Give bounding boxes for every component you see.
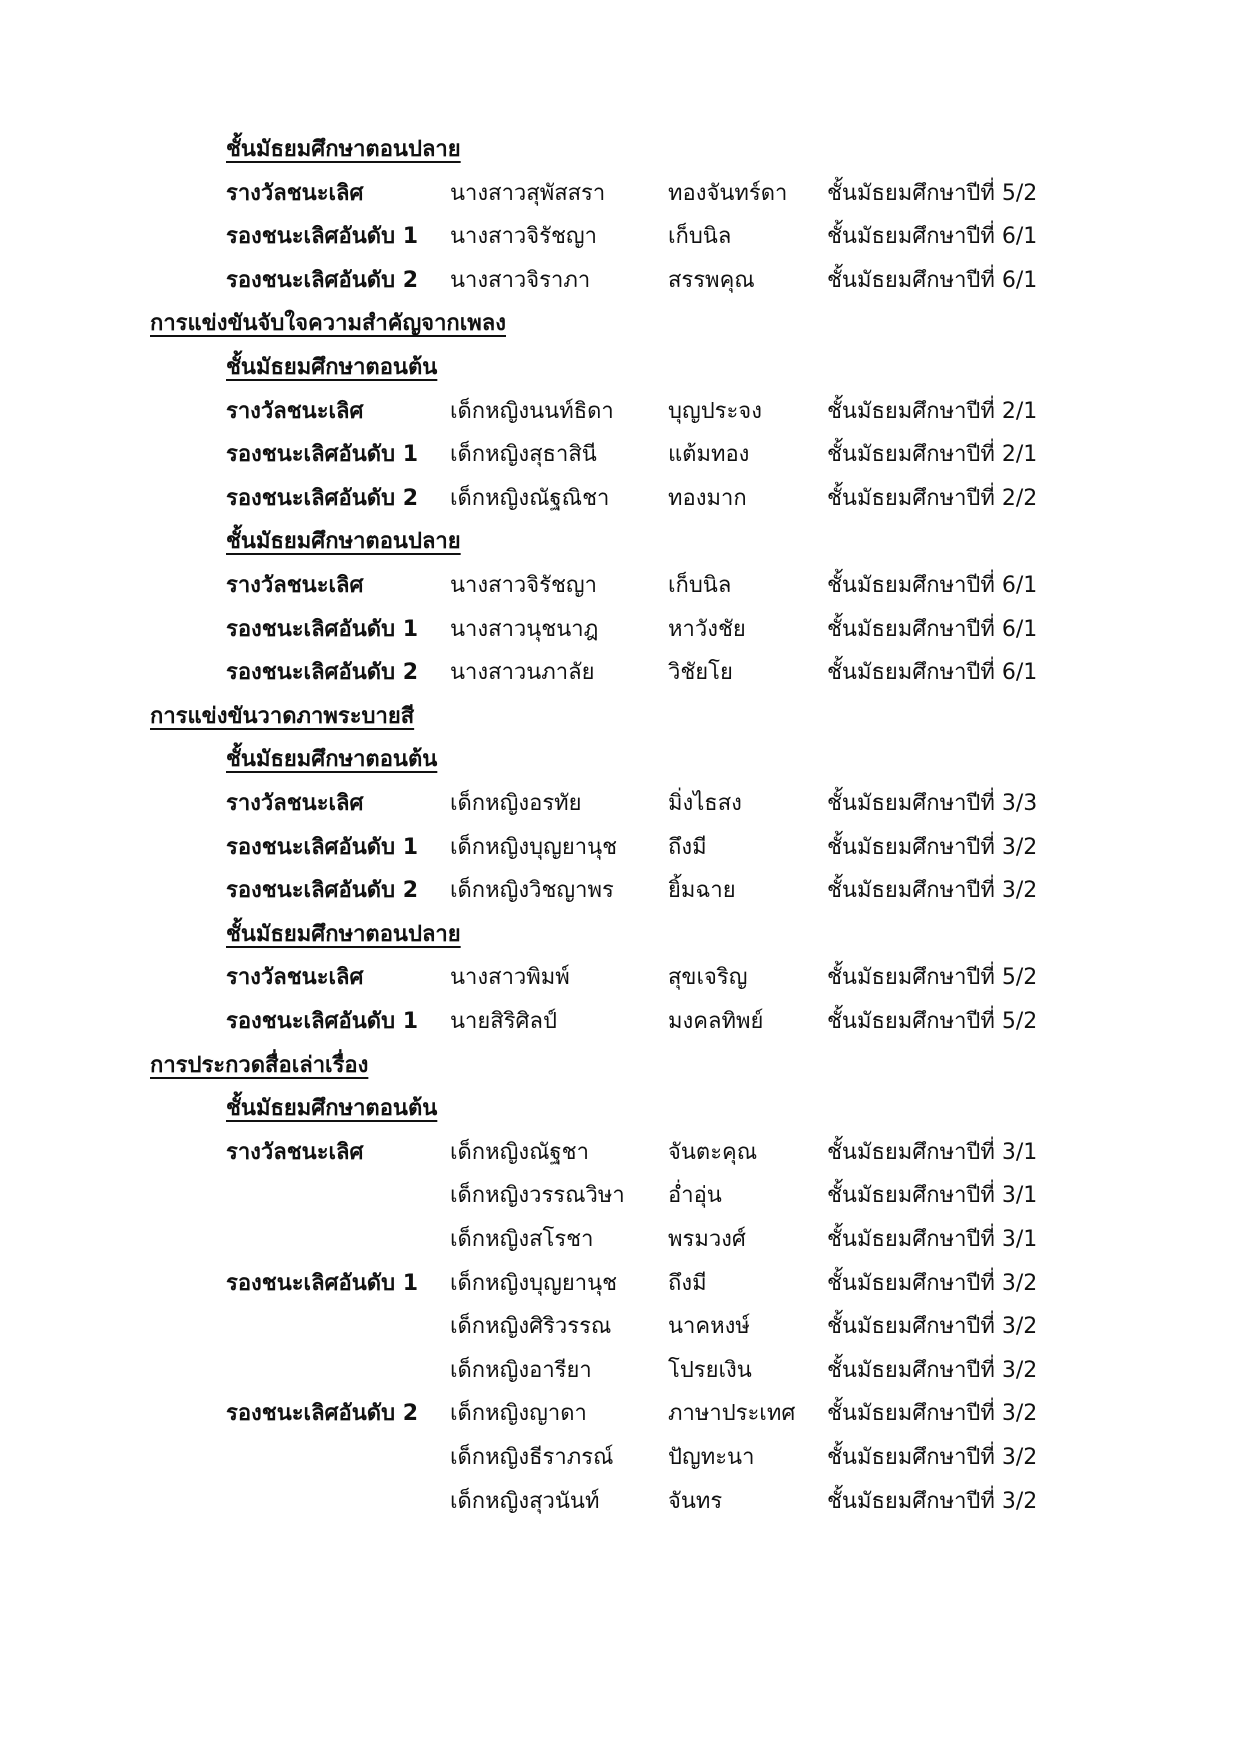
first-name: นางสาวจิราภา [450,267,591,293]
winner-row [0,1174,1240,1218]
first-name: เด็กหญิงบุญยานุช [450,1270,618,1296]
surname: จันทร [668,1488,723,1514]
award-label: รางวัลชนะเลิศ [226,791,364,816]
winner-row [0,564,1240,608]
grade-level: ชั้นมัธยมศึกษาปีที่ 3/2 [827,878,1038,904]
surname: ยิ้มฉาย [668,878,736,904]
first-name: เด็กหญิงวิชญาพร [450,878,614,904]
first-name: เด็กหญิงบุญยานุช [450,834,618,860]
grade-level: ชั้นมัธยมศึกษาปีที่ 2/1 [827,442,1038,468]
winner-row [0,1218,1240,1262]
first-name: เด็กหญิงสุธาสินี [450,442,597,468]
level-heading-line [0,738,1240,782]
winner-row [0,956,1240,1000]
winner-row [0,172,1240,216]
winner-row [0,1305,1240,1349]
winner-row [0,826,1240,870]
surname: เก็บนิล [668,224,732,250]
first-name: นางสาวจิรัชญา [450,224,598,250]
winner-row [0,390,1240,434]
surname: ปัญทะนา [668,1445,755,1470]
level-heading-line [0,913,1240,957]
grade-level: ชั้นมัธยมศึกษาปีที่ 2/1 [827,398,1038,424]
grade-level: ชั้นมัธยมศึกษาปีที่ 3/2 [827,1314,1038,1340]
award-label: รองชนะเลิศอันดับ 2 [226,485,418,511]
first-name: นายสิริศิลป์ [450,1009,557,1034]
grade-level: ชั้นมัธยมศึกษาปีที่ 3/2 [827,1357,1038,1383]
surname: ทองมาก [668,485,747,511]
surname: ทองจันทร์ดา [668,180,788,206]
first-name: เด็กหญิงอรทัย [450,791,582,816]
surname: อ่ำอุ่น [668,1183,722,1209]
award-label: รองชนะเลิศอันดับ 2 [226,1401,418,1427]
award-label: รองชนะเลิศอันดับ 1 [226,1009,418,1034]
winner-row [0,1392,1240,1436]
grade-level: ชั้นมัธยมศึกษาปีที่ 3/1 [827,1227,1038,1252]
grade-level: ชั้นมัธยมศึกษาปีที่ 3/1 [827,1139,1038,1165]
surname: มงคลทิพย์ [668,1009,764,1034]
level-heading: ชั้นมัธยมศึกษาตอนปลาย [226,137,461,162]
level-heading-line [0,128,1240,172]
surname: วิชัยโย [668,660,733,686]
level-heading: ชั้นมัธยมศึกษาตอนต้น [226,1096,438,1122]
surname: พรมวงศ์ [668,1227,746,1252]
surname: สุขเจริญ [668,965,748,991]
winner-row [0,1349,1240,1393]
winner-row [0,1480,1240,1524]
winner-row [0,1262,1240,1306]
surname: นาคหงษ์ [668,1314,750,1340]
first-name: นางสาวนุชนาฎ [450,616,599,642]
award-label: รางวัลชนะเลิศ [226,573,364,598]
surname: บุญประจง [668,398,762,424]
winner-row [0,782,1240,826]
award-label: รองชนะเลิศอันดับ 1 [226,442,418,468]
first-name: นางสาวพิมพ์ [450,965,570,991]
level-heading: ชั้นมัธยมศึกษาตอนต้น [226,747,438,773]
surname: ถึงมี [668,1270,707,1296]
winner-row [0,215,1240,259]
award-label: รองชนะเลิศอันดับ 2 [226,267,418,293]
first-name: เด็กหญิงสุวนันท์ [450,1488,600,1514]
grade-level: ชั้นมัธยมศึกษาปีที่ 5/2 [827,180,1038,206]
competition-heading-line [0,1044,1240,1088]
winner-row [0,1436,1240,1480]
first-name: เด็กหญิงศิริวรรณ [450,1314,612,1340]
grade-level: ชั้นมัธยมศึกษาปีที่ 3/2 [827,1488,1038,1514]
surname: จันตะคุณ [668,1139,758,1165]
surname: ถึงมี [668,834,707,860]
competition-heading: การแข่งขันจับใจความสำคัญจากเพลง [150,311,506,337]
winner-row [0,608,1240,652]
winner-row [0,477,1240,521]
winner-row [0,651,1240,695]
grade-level: ชั้นมัธยมศึกษาปีที่ 6/1 [827,267,1038,293]
competition-heading: การประกวดสื่อเล่าเรื่อง [150,1052,369,1078]
competition-heading-line [0,695,1240,739]
surname: หาวังชัย [668,616,746,642]
level-heading: ชั้นมัธยมศึกษาตอนปลาย [226,921,461,947]
surname: ภาษาประเทศ [668,1401,796,1427]
award-label: รองชนะเลิศอันดับ 1 [226,616,418,642]
first-name: เด็กหญิงธีราภรณ์ [450,1445,614,1470]
award-label: รองชนะเลิศอันดับ 1 [226,224,418,250]
award-label: รองชนะเลิศอันดับ 2 [226,660,418,686]
winner-row [0,1131,1240,1175]
grade-level: ชั้นมัธยมศึกษาปีที่ 3/2 [827,1270,1038,1296]
first-name: เด็กหญิงณัฐณิชา [450,485,610,511]
grade-level: ชั้นมัธยมศึกษาปีที่ 6/1 [827,660,1038,686]
level-heading-line [0,1087,1240,1131]
grade-level: ชั้นมัธยมศึกษาปีที่ 3/2 [827,834,1038,860]
grade-level: ชั้นมัธยมศึกษาปีที่ 6/1 [827,224,1038,250]
grade-level: ชั้นมัธยมศึกษาปีที่ 2/2 [827,485,1038,511]
competition-heading-line [0,302,1240,346]
first-name: เด็กหญิงวรรณวิษา [450,1183,625,1209]
level-heading: ชั้นมัธยมศึกษาตอนปลาย [226,529,461,555]
grade-level: ชั้นมัธยมศึกษาปีที่ 3/1 [827,1183,1038,1209]
competition-heading: การแข่งขันวาดภาพระบายสี [150,703,415,729]
grade-level: ชั้นมัธยมศึกษาปีที่ 6/1 [827,616,1038,642]
first-name: เด็กหญิงอารียา [450,1357,592,1383]
first-name: เด็กหญิงณัฐชา [450,1139,589,1165]
award-label: รางวัลชนะเลิศ [226,965,364,991]
first-name: เด็กหญิงสโรชา [450,1227,594,1252]
surname: แต้มทอง [668,442,750,468]
level-heading-line [0,520,1240,564]
grade-level: ชั้นมัธยมศึกษาปีที่ 3/2 [827,1445,1038,1470]
grade-level: ชั้นมัธยมศึกษาปีที่ 3/2 [827,1401,1038,1427]
surname: มิ่งไธสง [668,791,742,816]
award-label: รองชนะเลิศอันดับ 2 [226,878,418,904]
award-label: รางวัลชนะเลิศ [226,1139,364,1165]
first-name: นางสาวนภาลัย [450,660,595,686]
grade-level: ชั้นมัธยมศึกษาปีที่ 6/1 [827,573,1038,598]
first-name: นางสาวสุพัสสรา [450,180,606,206]
surname: สรรพคุณ [668,267,755,293]
first-name: นางสาวจิรัชญา [450,573,598,598]
surname: เก็บนิล [668,573,732,598]
winner-row [0,1000,1240,1044]
grade-level: ชั้นมัธยมศึกษาปีที่ 5/2 [827,965,1038,991]
award-label: รางวัลชนะเลิศ [226,398,364,424]
first-name: เด็กหญิงนนท์ธิดา [450,398,614,424]
level-heading: ชั้นมัธยมศึกษาตอนต้น [226,355,438,380]
winner-row [0,433,1240,477]
grade-level: ชั้นมัธยมศึกษาปีที่ 5/2 [827,1009,1038,1034]
first-name: เด็กหญิงญาดา [450,1401,587,1427]
winner-row [0,259,1240,303]
award-label: รองชนะเลิศอันดับ 1 [226,1270,418,1296]
winner-row [0,869,1240,913]
surname: โปรยเงิน [668,1357,752,1383]
award-label: รางวัลชนะเลิศ [226,180,364,206]
level-heading-line [0,346,1240,390]
award-label: รองชนะเลิศอันดับ 1 [226,834,418,860]
grade-level: ชั้นมัธยมศึกษาปีที่ 3/3 [827,791,1038,816]
